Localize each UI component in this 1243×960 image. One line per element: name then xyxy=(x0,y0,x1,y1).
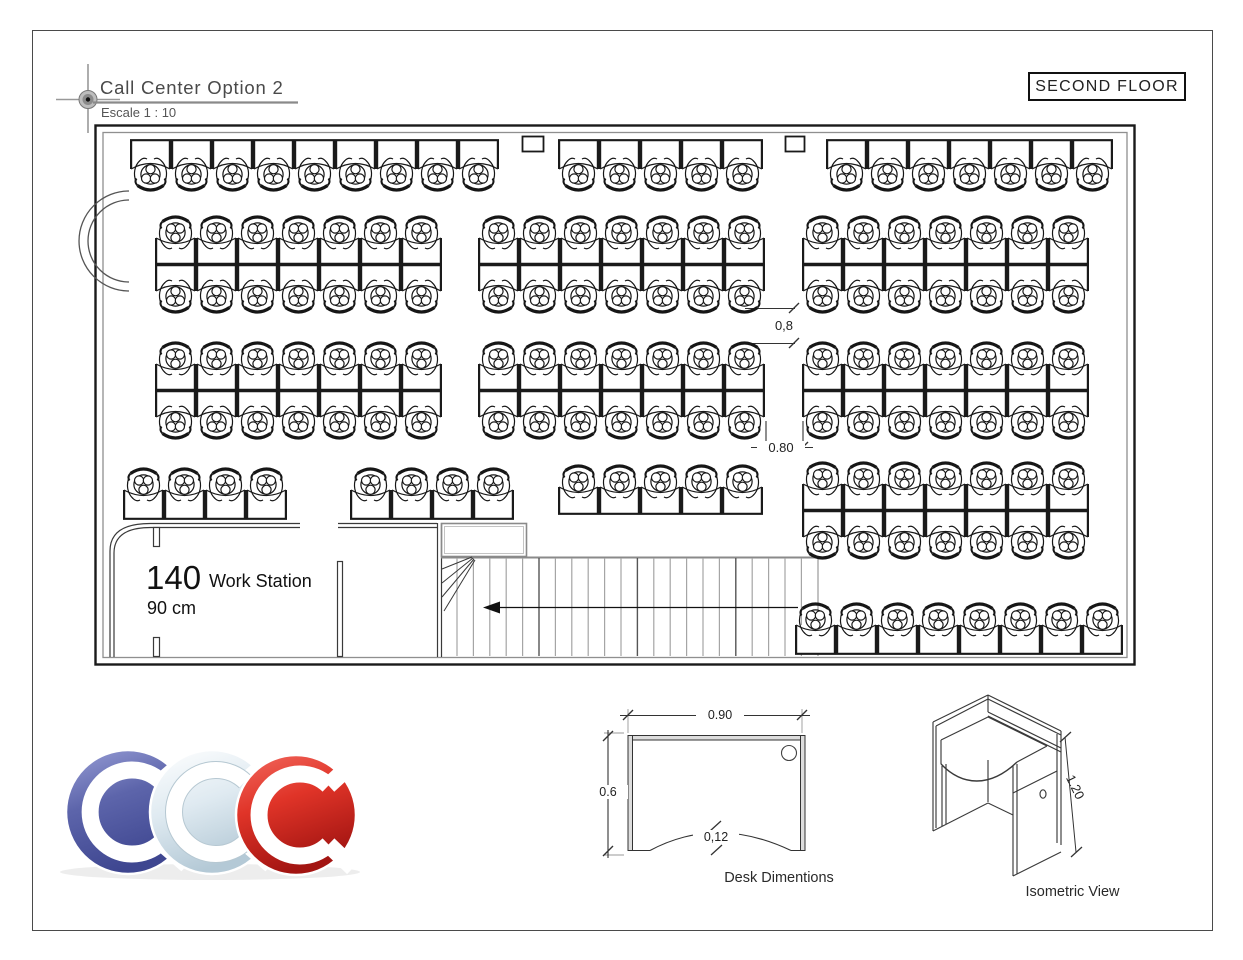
workstation xyxy=(1007,510,1048,571)
workstation xyxy=(1007,204,1048,265)
desk-diagram-caption: Desk Dimentions xyxy=(724,870,834,886)
workstation xyxy=(722,139,763,203)
aisle-dimension-1: 0,8 xyxy=(774,318,794,333)
workstation xyxy=(237,330,278,391)
workstation xyxy=(1048,390,1089,451)
workstation xyxy=(1048,510,1089,571)
workstation xyxy=(925,510,966,571)
workstation xyxy=(196,330,237,391)
workstation xyxy=(1007,390,1048,451)
workstation xyxy=(360,264,401,325)
workstation xyxy=(519,330,560,391)
workstation xyxy=(196,390,237,451)
workstation xyxy=(155,264,196,325)
workstation xyxy=(843,204,884,265)
workstation xyxy=(478,390,519,451)
workstation xyxy=(683,330,724,391)
workstation xyxy=(990,139,1031,203)
workstation xyxy=(918,591,959,655)
workstation xyxy=(925,204,966,265)
workstation xyxy=(599,139,640,203)
workstation xyxy=(802,390,843,451)
workstation xyxy=(966,510,1007,571)
workstation xyxy=(458,139,499,203)
workstation xyxy=(319,390,360,451)
workstation xyxy=(601,390,642,451)
workstation xyxy=(925,450,966,511)
floor-badge-label: SECOND FLOOR xyxy=(1035,77,1179,95)
workstation xyxy=(278,204,319,265)
workstation xyxy=(478,330,519,391)
workstation xyxy=(212,139,253,203)
floor-badge xyxy=(1028,72,1186,101)
workstation xyxy=(1000,591,1041,655)
workstation xyxy=(601,204,642,265)
workstation xyxy=(843,450,884,511)
workstation xyxy=(843,330,884,391)
desk-curve-dimension: 0,12 xyxy=(693,830,739,844)
workstation xyxy=(558,453,599,515)
workstation xyxy=(884,330,925,391)
workstation xyxy=(642,204,683,265)
workstation xyxy=(560,330,601,391)
workstation xyxy=(1007,264,1048,325)
workstation xyxy=(1041,591,1082,655)
workstation xyxy=(391,456,432,520)
workstation xyxy=(519,264,560,325)
workstation xyxy=(335,139,376,203)
workstation xyxy=(164,456,205,520)
workstation xyxy=(417,139,458,203)
workstation xyxy=(319,264,360,325)
workstation xyxy=(473,456,514,520)
workstation xyxy=(1048,264,1089,325)
workstation xyxy=(966,264,1007,325)
workstation xyxy=(196,264,237,325)
drawing-scale: Escale 1 : 10 xyxy=(101,105,177,120)
workstation xyxy=(155,204,196,265)
workstation xyxy=(350,456,391,520)
workstation xyxy=(843,510,884,571)
workstation xyxy=(795,591,836,655)
workstation xyxy=(278,390,319,451)
workstation xyxy=(432,456,473,520)
workstation-count: 140 xyxy=(146,559,202,596)
workstation xyxy=(949,139,990,203)
workstation xyxy=(1031,139,1072,203)
workstation xyxy=(640,139,681,203)
workstation xyxy=(360,330,401,391)
desk-width-dimension: 0.90 xyxy=(696,708,744,722)
workstation xyxy=(401,330,442,391)
workstation xyxy=(802,330,843,391)
workstation xyxy=(478,264,519,325)
workstation xyxy=(966,390,1007,451)
workstation xyxy=(724,204,765,265)
workstation xyxy=(724,264,765,325)
workstation xyxy=(802,450,843,511)
workstation xyxy=(884,264,925,325)
workstation xyxy=(155,330,196,391)
workstation xyxy=(683,264,724,325)
workstation xyxy=(966,450,1007,511)
workstation xyxy=(601,330,642,391)
workstation xyxy=(802,264,843,325)
workstation xyxy=(601,264,642,325)
workstation xyxy=(925,330,966,391)
workstation xyxy=(401,264,442,325)
workstation xyxy=(908,139,949,203)
workstation xyxy=(884,204,925,265)
workstation xyxy=(246,456,287,520)
desk-depth-dimension: 0.6 xyxy=(588,785,628,799)
workstation xyxy=(123,456,164,520)
workstation xyxy=(196,204,237,265)
workstation xyxy=(278,264,319,325)
workstation xyxy=(401,204,442,265)
workstation-size-label: 90 cm xyxy=(147,598,197,618)
workstation xyxy=(1007,450,1048,511)
workstation xyxy=(319,330,360,391)
workstation xyxy=(130,139,171,203)
workstation xyxy=(724,330,765,391)
workstation xyxy=(1007,330,1048,391)
workstation xyxy=(237,264,278,325)
workstation xyxy=(1048,330,1089,391)
workstation xyxy=(560,390,601,451)
workstation xyxy=(1048,204,1089,265)
workstation xyxy=(237,204,278,265)
workstation xyxy=(205,456,246,520)
workstation xyxy=(360,390,401,451)
workstation xyxy=(884,450,925,511)
workstation xyxy=(319,204,360,265)
workstation xyxy=(877,591,918,655)
isometric-height-dimension: 1.20 xyxy=(1063,772,1088,802)
isometric-caption: Isometric View xyxy=(1025,884,1120,900)
workstation xyxy=(925,264,966,325)
workstation xyxy=(278,330,319,391)
workstation xyxy=(843,264,884,325)
workstation xyxy=(294,139,335,203)
workstation xyxy=(519,204,560,265)
workstation xyxy=(681,139,722,203)
workstation xyxy=(802,510,843,571)
workstation-count-label: Work Station xyxy=(209,571,312,591)
workstation xyxy=(155,390,196,451)
workstation xyxy=(683,204,724,265)
workstation xyxy=(519,390,560,451)
workstation xyxy=(560,264,601,325)
workstation xyxy=(683,390,724,451)
workstation xyxy=(802,204,843,265)
workstation xyxy=(478,204,519,265)
workstation xyxy=(558,139,599,203)
workstation xyxy=(401,390,442,451)
workstation xyxy=(360,204,401,265)
drawing-title: Call Center Option 2 xyxy=(100,77,284,98)
workstation xyxy=(253,139,294,203)
workstation xyxy=(722,453,763,515)
workstation xyxy=(884,510,925,571)
workstation xyxy=(966,204,1007,265)
workstation xyxy=(826,139,867,203)
workstation xyxy=(867,139,908,203)
workstation xyxy=(640,453,681,515)
workstation xyxy=(237,390,278,451)
workstation xyxy=(599,453,640,515)
workstation xyxy=(642,330,683,391)
workstation xyxy=(560,204,601,265)
workstation xyxy=(843,390,884,451)
workstation xyxy=(966,330,1007,391)
workstation xyxy=(925,390,966,451)
aisle-dimension-2: 0.80 xyxy=(757,441,805,455)
workstation xyxy=(1072,139,1113,203)
workstation xyxy=(959,591,1000,655)
workstation xyxy=(376,139,417,203)
workstation xyxy=(681,453,722,515)
workstation xyxy=(884,390,925,451)
workstation xyxy=(171,139,212,203)
workstation xyxy=(836,591,877,655)
workstation xyxy=(1048,450,1089,511)
workstation xyxy=(642,264,683,325)
workstation xyxy=(1082,591,1123,655)
workstation xyxy=(642,390,683,451)
